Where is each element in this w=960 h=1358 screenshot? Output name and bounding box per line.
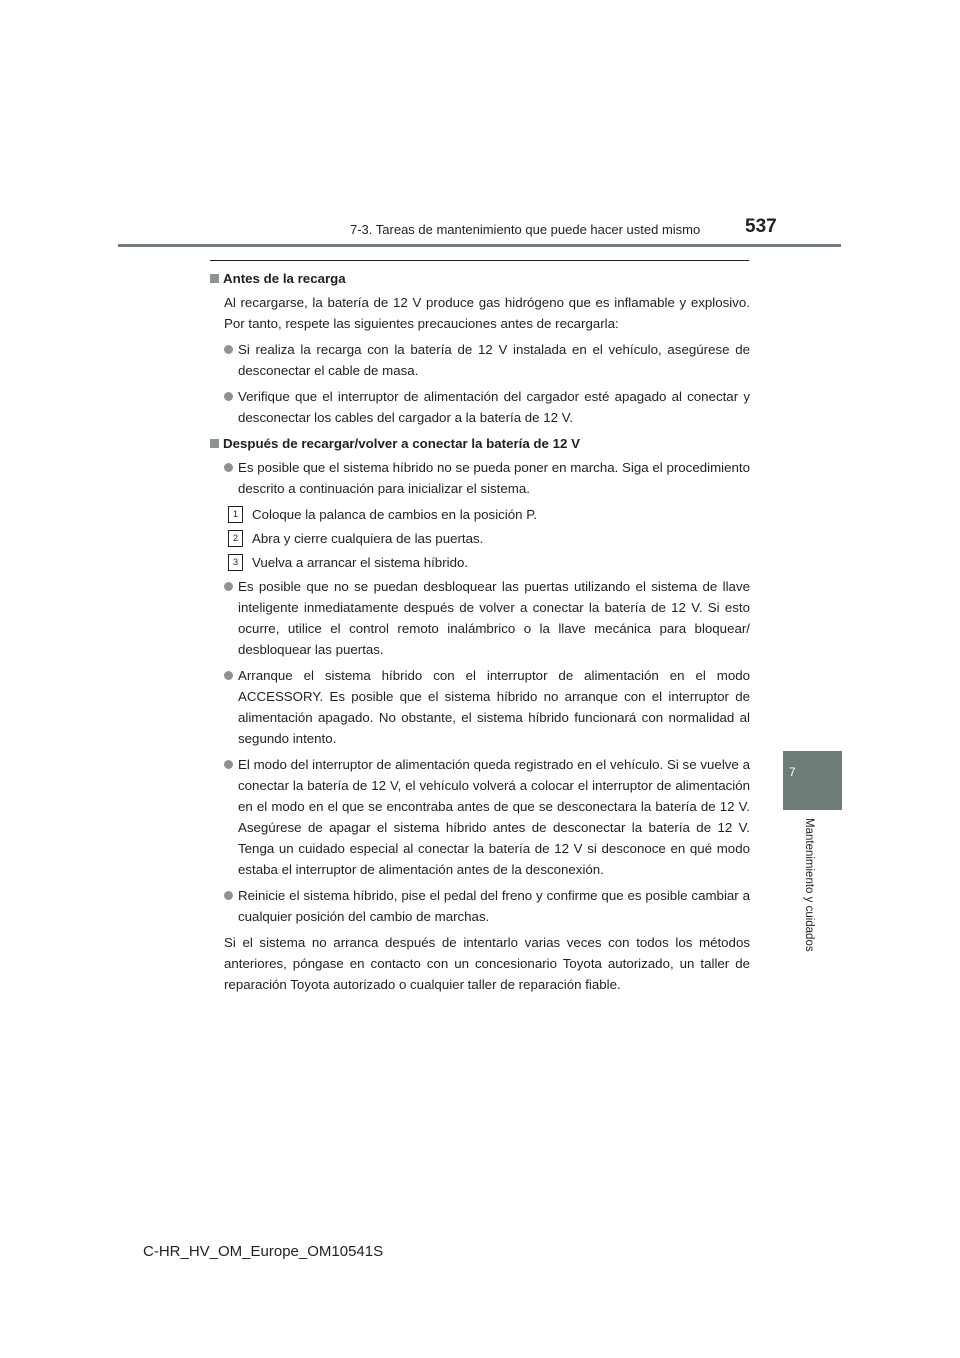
step-item [210, 504, 750, 525]
bullet-item [210, 339, 750, 381]
step-number-box: 2 [228, 530, 243, 547]
bullet-item [210, 386, 750, 428]
bullet-text: Verifique que el interruptor de alimentación del cargador esté apagado al conectar y desconectar los cables del cargador a la batería de 12 V. [238, 389, 750, 425]
step-text: Coloque la palanca de cambios en la posición P. [252, 507, 538, 522]
bullet-text: Reinicie el sistema híbrido, pise el pedal del freno y confirme que es posible cambiar a cualquier posición del cambio de marchas. [238, 888, 750, 924]
chapter-number: 7 [789, 765, 796, 779]
circle-bullet-icon [224, 582, 233, 591]
section-heading [210, 433, 750, 454]
header-title: 7-3. Tareas de mantenimiento que puede hacer usted mismo [350, 222, 701, 237]
bullet-item [210, 576, 750, 660]
circle-bullet-icon [224, 760, 233, 769]
closing-paragraph: Si el sistema no arranca después de intentarlo varias veces con todos los métodos anteriores, póngase en contacto con un concesionario Toyota autorizado, un taller de reparación Toyota autorizado o cualquier taller de reparación fiable. [224, 935, 750, 992]
circle-bullet-icon [224, 392, 233, 401]
circle-bullet-icon [224, 345, 233, 354]
section-heading-text: Después de recargar/volver a conectar la batería de 12 V [223, 436, 580, 451]
step-number-box: 1 [228, 506, 243, 523]
bullet-text: Arranque el sistema híbrido con el interruptor de alimentación en el modo ACCESSORY. Es posible que el sistema híbrido no arranque con el interruptor de alimentación apagado. No obstante, el sistema híbrido funcionará con normalidad al segundo intento. [238, 668, 750, 746]
step-text: Abra y cierre cualquiera de las puertas. [252, 531, 484, 546]
section-heading-text: Antes de la recarga [223, 271, 346, 286]
page-number: 537 [745, 216, 777, 237]
bullet-text: El modo del interruptor de alimentación queda registrado en el vehículo. Si se vuelve a conectar la batería de 12 V, el vehículo volverá a colocar el interruptor de alimentación en el modo en el que se encontraba antes de que se desconectara la batería de 12 V. Asegúrese de apagar el sistema híbrido antes de desconectar la batería de 12 V. Tenga un cuidado especial al conectar la batería de 12 V si desconoce en qué modo estaba el interruptor de alimentación antes de la desconexión. [238, 757, 750, 877]
step-number-box: 3 [228, 554, 243, 571]
section-heading [210, 268, 750, 289]
footer-document-code: C-HR_HV_OM_Europe_OM10541S [143, 1243, 384, 1260]
bullet-item [210, 885, 750, 927]
chapter-label: Mantenimiento y cuidados [803, 818, 815, 952]
square-bullet-icon [210, 274, 219, 283]
bullet-item [210, 665, 750, 749]
paragraph: Al recargarse, la batería de 12 V produce gas hidrógeno que es inflamable y explosivo. Por tanto, respete las siguientes precauciones antes de recargarla: [224, 295, 750, 331]
circle-bullet-icon [224, 671, 233, 680]
chapter-tab [783, 751, 842, 810]
step-item [210, 552, 750, 573]
step-item [210, 528, 750, 549]
square-bullet-icon [210, 439, 219, 448]
bullet-text: Es posible que el sistema híbrido no se pueda poner en marcha. Siga el procedimiento descrito a continuación para inicializar el sistema. [238, 460, 750, 496]
bullet-item [210, 457, 750, 499]
step-text: Vuelva a arrancar el sistema híbrido. [252, 555, 469, 570]
page-content [210, 268, 750, 995]
bullet-text: Es posible que no se puedan desbloquear las puertas utilizando el sistema de llave inteligente inmediatamente después de volver a conectar la batería de 12 V. Si esto ocurre, utilice el control remoto inalámbrico o la llave mecánica para bloquear/ desbloquear las puertas. [238, 579, 750, 657]
circle-bullet-icon [224, 463, 233, 472]
header-rule [118, 244, 841, 247]
bullet-text: Si realiza la recarga con la batería de 12 V instalada en el vehículo, asegúrese de desconectar el cable de masa. [238, 342, 750, 378]
content-top-rule [210, 260, 749, 261]
circle-bullet-icon [224, 891, 233, 900]
bullet-item [210, 754, 750, 880]
